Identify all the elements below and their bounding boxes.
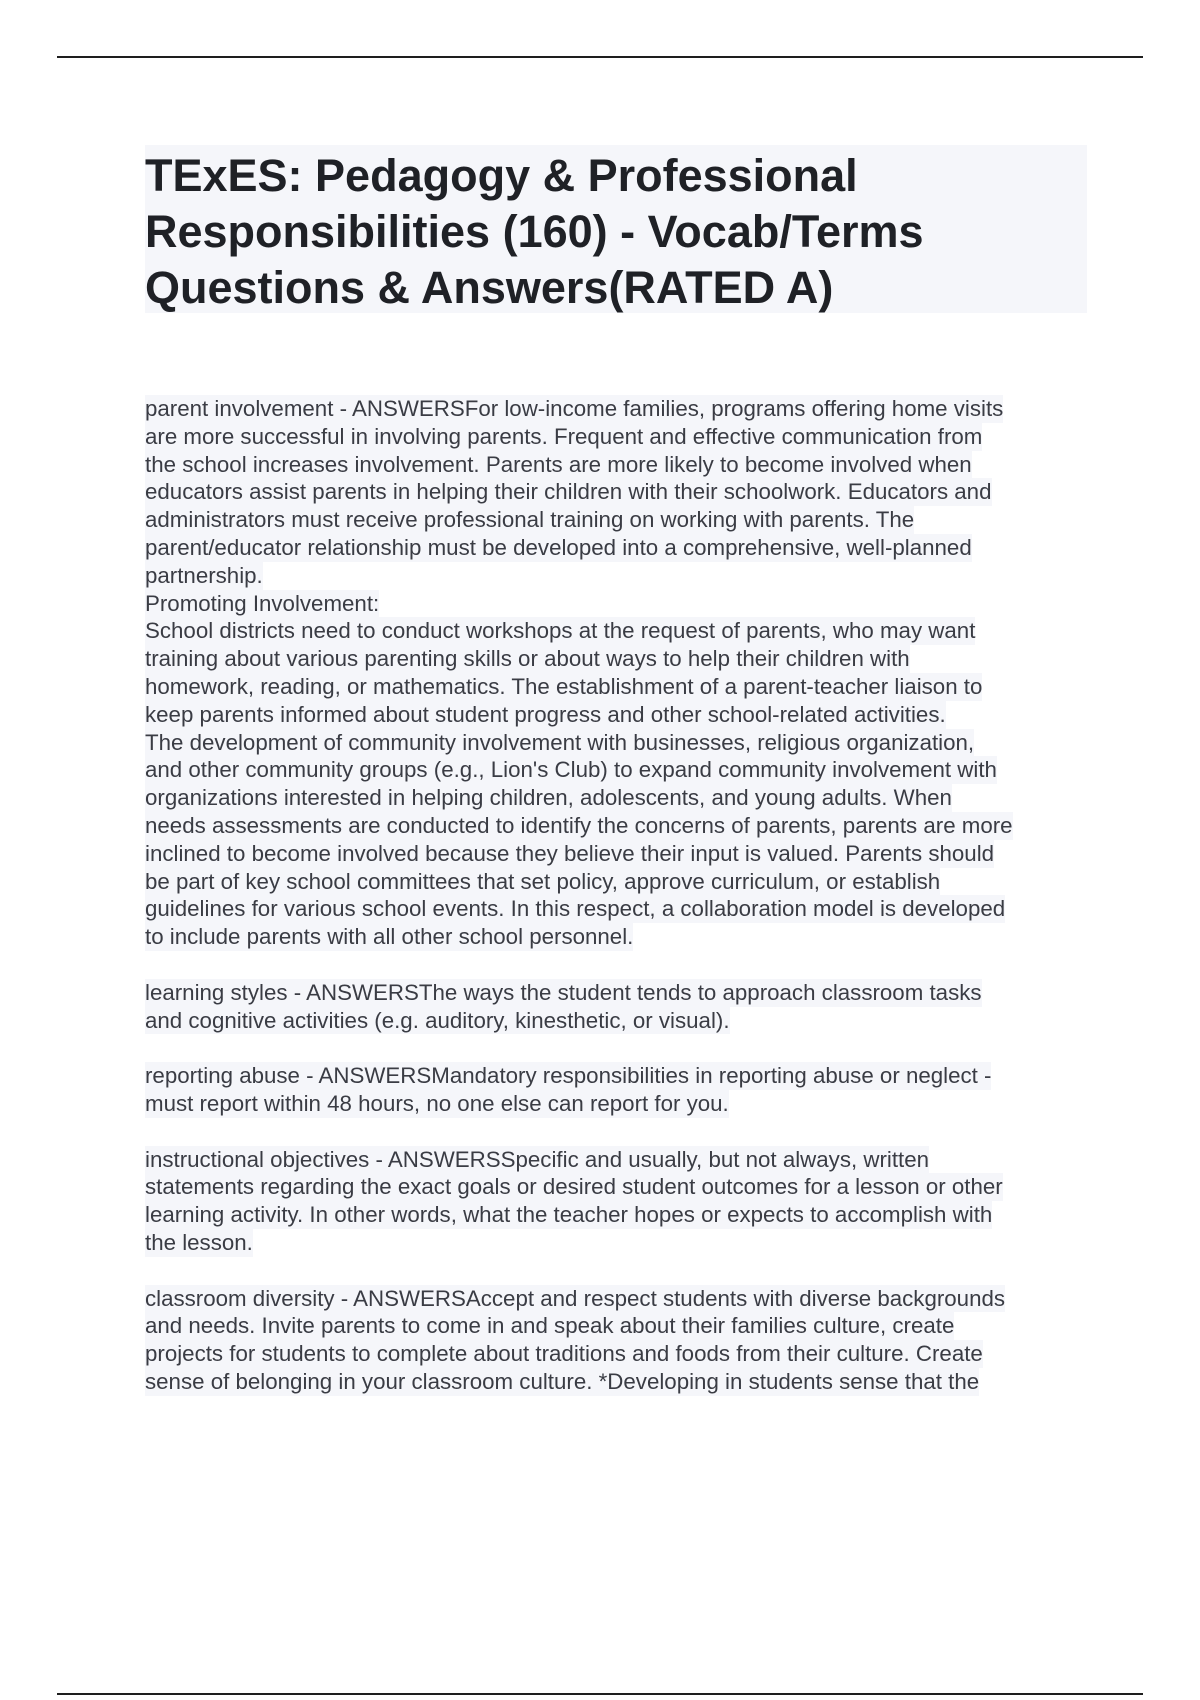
title-line: Responsibilities (160) - Vocab/Terms — [145, 206, 924, 257]
text-line: homework, reading, or mathematics. The establishment of a parent-teacher liaison to — [145, 673, 983, 699]
top-rule — [57, 56, 1143, 58]
entry-instructional-objectives — [145, 1146, 1095, 1257]
text-line: The development of community involvement with businesses, religious organization, — [145, 729, 975, 755]
title-line: TExES: Pedagogy & Professional — [145, 150, 858, 201]
text-line: the school increases involvement. Parents are more likely to become involved when — [145, 451, 972, 477]
text-line: Promoting Involvement: — [145, 590, 380, 616]
text-line: and other community groups (e.g., Lion's Club) to expand community involvement with — [145, 757, 997, 783]
text-line: must report within 48 hours, no one else can report for you. — [145, 1090, 729, 1116]
entry-reporting-abuse — [145, 1062, 1095, 1118]
text-line: partnership. — [145, 562, 263, 588]
text-line: instructional objectives - ANSWERSSpecific and usually, but not always, written — [145, 1146, 930, 1172]
entry-learning-styles — [145, 979, 1095, 1035]
text-line: projects for students to complete about traditions and foods from their culture. Create — [145, 1341, 983, 1367]
text-line: and needs. Invite parents to come in and speak about their families culture, create — [145, 1313, 955, 1339]
text-line: statements regarding the exact goals or desired student outcomes for a lesson or other — [145, 1174, 1003, 1200]
entry-parent-involvement — [145, 395, 1095, 951]
text-line: training about various parenting skills or about ways to help their children with — [145, 646, 910, 672]
text-line: learning activity. In other words, what the teacher hopes or expects to accomplish with — [145, 1202, 993, 1228]
document-body — [145, 395, 1095, 1423]
text-line: and cognitive activities (e.g. auditory, kinesthetic, or visual). — [145, 1007, 730, 1033]
title-line: Questions & Answers(RATED A) — [145, 262, 834, 313]
text-line: are more successful in involving parents. Frequent and effective communication from — [145, 423, 983, 449]
entry-classroom-diversity — [145, 1285, 1095, 1396]
text-line: classroom diversity - ANSWERSAccept and respect students with diverse backgrounds — [145, 1285, 1006, 1311]
text-line: educators assist parents in helping their children with their schoolwork. Educators and — [145, 479, 992, 505]
text-line: keep parents informed about student progress and other school-related activities. — [145, 701, 946, 727]
text-line: guidelines for various school events. In this respect, a collaboration model is developed — [145, 896, 1006, 922]
text-line: the lesson. — [145, 1229, 253, 1255]
text-line: to include parents with all other school personnel. — [145, 924, 634, 950]
text-line: administrators must receive professional training on working with parents. The — [145, 507, 915, 533]
text-line: organizations interested in helping children, adolescents, and young adults. When — [145, 785, 952, 811]
text-line: reporting abuse - ANSWERSMandatory responsibilities in reporting abuse or neglect - — [145, 1063, 992, 1089]
text-line: parent involvement - ANSWERSFor low-income families, programs offering home visits — [145, 396, 1004, 421]
document-title — [145, 145, 1087, 313]
text-line: sense of belonging in your classroom culture. *Developing in students sense that the — [145, 1368, 980, 1394]
text-line: inclined to become involved because they believe their input is valued. Parents should — [145, 840, 995, 866]
text-line: learning styles - ANSWERSThe ways the student tends to approach classroom tasks — [145, 979, 982, 1005]
text-line: needs assessments are conducted to identify the concerns of parents, parents are more — [145, 812, 1013, 838]
text-line: be part of key school committees that set policy, approve curriculum, or establish — [145, 868, 941, 894]
bottom-rule — [57, 1693, 1143, 1695]
text-line: School districts need to conduct workshops at the request of parents, who may want — [145, 618, 976, 644]
text-line: parent/educator relationship must be developed into a comprehensive, well-planned — [145, 534, 972, 560]
